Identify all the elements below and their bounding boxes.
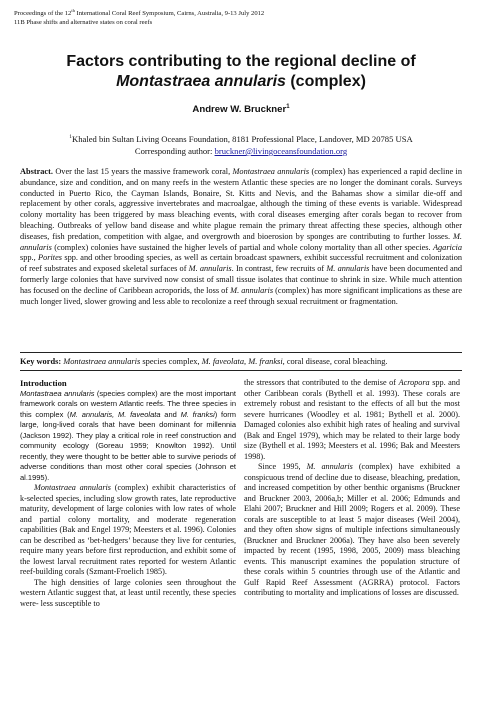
abstract-text: . In contrast, few recruits of	[231, 264, 327, 274]
keyword-text: ,	[244, 357, 249, 366]
abstract	[20, 167, 462, 307]
abstract-species: Agaricia	[432, 242, 462, 252]
keywords-bottom-rule	[20, 370, 462, 371]
affiliation-line	[0, 131, 482, 145]
title-suffix: (complex)	[285, 73, 366, 90]
abstract-text: Over the last 15 years the massive framework coral,	[52, 167, 233, 176]
keywords-label: Key words:	[20, 357, 64, 366]
abstract-species: Montastraea annularis	[232, 167, 310, 176]
author-name: Andrew W. Bruckner	[192, 104, 287, 116]
body-paragraph	[244, 378, 460, 462]
body-paragraph: The high densities of large colonies seen throughout the western Atlantic suggest that, at least until recently, these species were- less susceptible to	[20, 577, 236, 608]
keyword-text: , coral disease, coral bleaching.	[282, 357, 388, 366]
keyword-species: M. franksi	[248, 357, 283, 366]
running-head-sup: th	[71, 7, 75, 13]
body-left-column	[20, 378, 236, 609]
keyword-text: species complex,	[140, 357, 202, 366]
body-text: the stressors that contributed to the demise of	[244, 378, 399, 387]
author-sup: 1	[286, 104, 290, 110]
corresponding-line	[0, 145, 482, 157]
running-head-text: Proceedings of the 12	[14, 10, 72, 17]
body-paragraph	[20, 389, 236, 484]
abstract-text: spp. and other brooding species, as well as certain broadcast spawners, exhibit successful recruitment and colonization of reef substrates and exposed skeletal surfaces of	[20, 253, 463, 274]
abstract-species: M. annularis	[230, 285, 274, 295]
abstract-species: Porites	[38, 253, 62, 263]
title-line1: Factors contributing to the regional decline of	[66, 53, 416, 70]
title-species: Montastraea annularis	[116, 73, 286, 90]
abstract-species: M. annularis	[326, 264, 370, 274]
abstract-label: Abstract.	[20, 167, 53, 176]
body-species: M. franksi	[180, 409, 215, 419]
affiliation	[0, 131, 482, 157]
abstract-text: (complex) has experienced a rapid decline in abundance, size and condition, and on many reefs in the western Atlantic these species are no longer the dominant corals. Surveys conducted in Puerto Rico, the Cayman Islands, Bonaire, St. Kitts and Nevis, and the Bahamas show a similar die-off and replacement by other corals, aggressive invertebrates and macroalgae, although the timing of these events is variable. Widespread colony mortality has been triggered by mass bleaching events, with coral diseases emerging after corals began to recover from bleaching. Outbreaks of yellow band disease and white plague remain the primary threat affecting these species, although other diseases, fish predation, competition with algae, and overgrowth and bioerosion by sponges are contributing to further losses.	[20, 167, 462, 241]
email-link[interactable]: bruckner@livingoceansfoundation.org	[214, 145, 348, 156]
abstract-species: M. annularis	[188, 264, 232, 274]
body-paragraph	[20, 483, 236, 578]
abstract-text: spp.,	[20, 253, 39, 263]
body-right-column	[244, 378, 460, 599]
keyword-species: M. faveolata	[201, 357, 245, 366]
running-head-line1	[14, 7, 474, 19]
keywords-top-rule	[20, 352, 462, 353]
body-text: and	[160, 409, 181, 419]
body-text: ) form large, long-lived corals that have been dominant for millennia (Jackson 1992). They play a critical role in reef construction and community ecology (Goreau 1959; Knowlton 1992). Until recently, they were thought to be better able to survive periods of adverse conditions than most other coral species (Johnson et al.1995).	[20, 409, 237, 482]
corresponding-label: Corresponding author:	[134, 145, 215, 156]
abstract-text: have been documented and formerly large colonies that have survived now consist of small tissue isolates that continue to shrink in size. While much attention has focused on the decline of Caribbean acroporids, the loss of	[20, 264, 463, 295]
keyword-species: Montastraea annularis	[63, 357, 141, 366]
body-paragraph	[244, 462, 460, 599]
running-head	[14, 7, 474, 27]
body-species: M. annularis	[306, 462, 353, 471]
keywords	[20, 356, 462, 367]
affiliation-sup: 1	[69, 134, 72, 140]
running-head-line2: 11B Phase shifts and alternative states on coral reefs	[14, 18, 153, 26]
body-species: Acropora	[398, 378, 430, 387]
body-text: (complex) have exhibited a conspicuous trend of decline due to disease, bleaching, predation, and increased competition by other benthic organisms (Bruckner and Bruckner 2003, 2006a,b; Miller et al. 2006; Edmunds and Elahi 2007; Bruckner and Hill 2009; Rogers et al. 2009). These corals are susceptible to at least 5 major diseases (Weil 2004), and they often show signs of multiple infections simultaneously (Bruckner and Bruckner 2006a). They have also been severely impacted by recent (1995, 1998, 2005, 2009) mass bleaching events. This manuscript examines the population structure of these corals within 5 countries through use of the Atlantic and Gulf Rapid Reef Assessment (AGRRA) protocol. Factors contributing to mortality and implications of losses are discussed.	[244, 462, 460, 597]
body-text: Since 1995,	[258, 462, 307, 471]
body-text: (complex) exhibit characteristics of k-selected species, including slow growth rates, late reproductive maturity, development of large colonies with low rates of whole and partial colony mortality, and moderate regeneration capabilities (Bak and Engel 1979; Meesters et al. 1996). Colonies can be described as ‘bet-hedgers’ because they live for centuries, require many years before first reproduction, and exhibit some of the lowest larval recruitment rates reported for western Atlantic reef-building corals (Szmant-Froelich 1985).	[20, 483, 236, 576]
section-heading-introduction: Introduction	[20, 378, 67, 388]
body-species: Montastraea annularis	[20, 388, 95, 398]
body-text: (species complex) are the most important framework corals on western Atlantic reefs. The three species in this complex (	[20, 388, 236, 419]
affiliation-text: Khaled bin Sultan Living Oceans Foundation, 8181 Professional Place, Landover, MD 20785 USA	[72, 133, 413, 144]
paper-title	[0, 52, 482, 92]
body-species: Montastraea annularis	[34, 483, 111, 492]
body-text: spp. and other Caribbean corals (Bythell et al. 1993). These corals are extremely robust and resistant to the effects of all but the most severe hurricanes (Woodley et al. 1981; Bythell et al. 2000). Damaged colonies also exhibit high rates of healing and survival (Bak and Engel 1979), which may be related to their large body size (Bythell et al. 1993; Meesters et al. 1996; Bak and Meesters 1998).	[244, 378, 460, 461]
abstract-species: M. annularis	[20, 231, 462, 252]
running-head-text: International Coral Reef Symposium, Cairns, Australia, 9-13 July 2012	[74, 10, 265, 17]
abstract-text: (complex) colonies have sustained the higher levels of partial and whole colony mortality than all other species.	[51, 242, 433, 252]
author	[0, 104, 482, 115]
body-species: M. annularis, M. faveolata	[69, 409, 161, 419]
abstract-text: (complex) has more significant implications as these are much longer lived, slower growing and less able to recolonize a reef through sexual recruitment or fragmentation.	[20, 285, 462, 306]
